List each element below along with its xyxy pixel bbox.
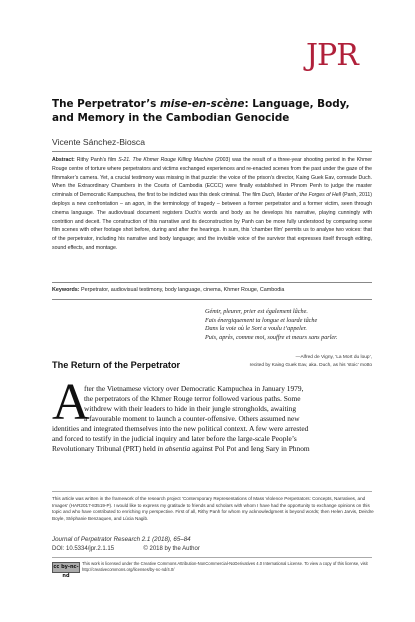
body-line: and forced to testify in the judicial inquiry and later before the large-scale People’s	[52, 434, 297, 443]
body-text: Revolutionary Tribunal (PRT) held	[52, 444, 158, 453]
body-line-last	[52, 444, 310, 453]
body-line: the perpetrators of the Khmer Rouge terror followed various paths. Some	[84, 394, 301, 403]
author-name: Vicente Sánchez-Biosca	[52, 137, 145, 147]
epigraph	[205, 308, 373, 342]
license-text: This work is licensed under the Creative Commons Attribution-NonCommercial-NoDerivatives 4.0 International License. To view a copy of this license, visit http://creativecommons.org/licenses/by-nc-nd/4.0/	[82, 561, 368, 573]
doi-line	[52, 546, 200, 552]
keywords	[52, 286, 372, 294]
body-line: withdrew with their leaders to hide in their jungle strongholds, awaiting	[84, 404, 297, 413]
epigraph-attribution	[200, 354, 372, 369]
body-line: fter the Vietnamese victory over Democratic Kampuchea in January 1979,	[84, 384, 304, 393]
title-emphasis: mise-en-scène	[159, 98, 245, 110]
divider	[52, 151, 372, 152]
journal-logo: JPR	[306, 38, 358, 73]
body-line: a favourable moment to launch a counter-offensive. Others assumed new	[84, 414, 300, 423]
title-part-2: : Language, Body, and Memory in the Cambodian Genocide	[52, 98, 350, 124]
agon-term: agon	[132, 200, 145, 207]
keywords-text: Perpetrator, audiovisual testimony, body language, cinema, Khmer Rouge, Cambodia	[79, 287, 285, 293]
copyright: © 2018 by the Author	[143, 546, 200, 552]
attribution-line-1: —Alfred de Vigny, ‘La Mort du loup’,	[295, 355, 372, 360]
divider	[52, 282, 372, 283]
divider	[52, 299, 372, 300]
epigraph-line: Fais énergiquement ta longue et lourde tâche	[205, 316, 318, 324]
keywords-label: Keywords:	[52, 287, 80, 293]
abstract-text-1: Rithy Panh’s film	[74, 157, 119, 163]
abstract-text-4: , in the terminology of tragedy – between a former perpetrator and a former victim, seen through cinema language. The audiovisual document registers Duch’s words and body as he develops his narrative, playing cunningly with contrition and deceit. The construction of this narrative and its deconstruction by Panh can be more fully understood by comparing some film scenes with other footage shot before, during and after the hearings. In sum, this ‘chamber film’ permits us to analyse two voices: that of the perpetrator, including his narrative and body language; and the invisible voice of the survivor that expresses itself through editing, sound effects, and montage.	[52, 200, 372, 251]
film-title-1: S-21. The Khmer Rouge Killing Machine	[118, 157, 214, 163]
title-part-1: The Perpetrator’s	[52, 98, 160, 110]
article-title	[52, 97, 370, 125]
section-heading: The Return of the Perpetrator	[52, 360, 181, 370]
epigraph-line: Dans la voie où le Sort a voulu t’appeler.	[205, 325, 307, 333]
drop-cap: A	[52, 374, 90, 431]
divider	[52, 491, 372, 492]
journal-citation: Journal of Perpetrator Research 2.1 (2018), 65–84	[52, 536, 191, 543]
divider	[52, 557, 372, 558]
footnote: This article was written in the framework of the research project ‘Contemporary Representations of Mass Violence Perpetrators: Concepts, Narratives, and Images’ (HAR2017-83519-P). I would like to express my gratitude to friends and scholars with whom I have had the opportunity to exchange opinions on this topic and who have contributed to enriching my perspective. First of all, Rithy Panh for whom my acknowledgment is beyond words; then Helen Jarvis, Deirdre Boyle, Stéphanie Benzaquen, and Lúcia Nagib.	[52, 496, 374, 521]
epigraph-line: Gémir, pleurer, prier est également lâche.	[205, 308, 308, 315]
abstract-label: Abstract:	[52, 157, 75, 163]
film-title-2: Duch, Master of the Forges of Hell	[261, 192, 341, 199]
attribution-line-2: recited by Kaing Guek Eav, aka. Duch, as his ‘stoic’ motto	[249, 362, 372, 368]
abstract	[52, 156, 372, 253]
in-absentia-term: in absentia	[157, 444, 191, 453]
body-line: identities and integrated themselves into the new political context. A few were arrested	[52, 424, 309, 433]
abstract-text-3: (Panh, 2011) deploys a new confrontation – an	[52, 192, 372, 207]
body-text: against Pol Pot and Ieng Sary in Phnom	[190, 444, 310, 453]
cc-license-icon[interactable]: cc by-nc-nd	[53, 564, 79, 579]
doi[interactable]: DOI: 10.5334/jpr.2.1.15	[52, 546, 115, 552]
abstract-text-2: (2003) was the result of a three-year shooting period in the Khmer Rouge centre of torture where perpetrators and victims exchanged experiences and re-enacted scenes from the past under the gaze of the filmmaker’s camera. Yet, a crucial testimony was missing in that puzzle: the voice of the prison’s director, Kaing Guek Eav, comrade Duch. When the Extraordinary Chambers in the Courts of Cambodia (ECCC) were finally established in Phnom Penh to judge the master criminals of Democratic Kampuchea, the first to be indicted was this desk criminal. The film	[52, 157, 373, 199]
epigraph-line: Puis, après, comme moi, souffre et meurs sans parler.	[205, 333, 338, 341]
